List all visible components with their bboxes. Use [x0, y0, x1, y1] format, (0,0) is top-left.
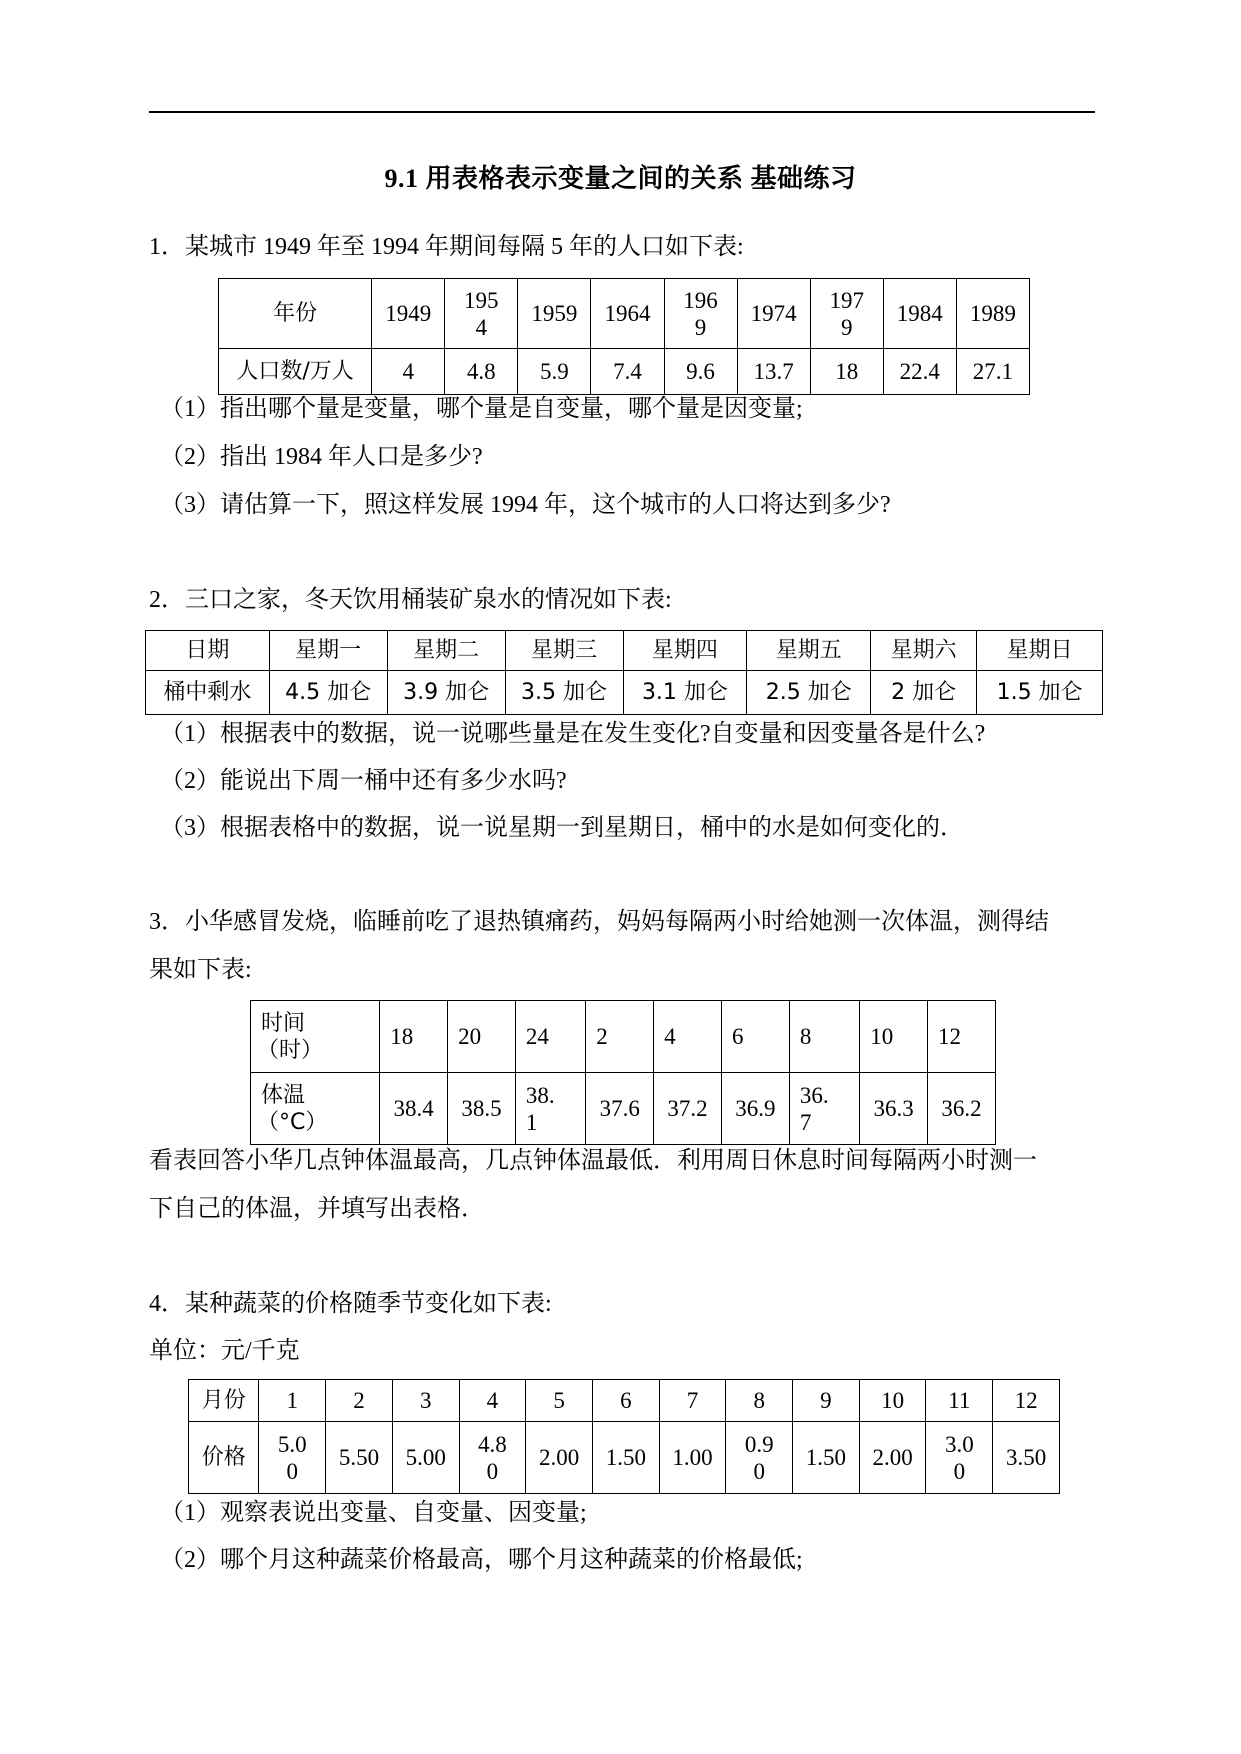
- table-cell: 1974: [737, 279, 810, 349]
- table-cell: 13.7: [737, 349, 810, 395]
- table-cell: 27.1: [956, 349, 1029, 395]
- table-cell: [664, 279, 737, 349]
- table-cell: 6: [592, 1380, 659, 1422]
- q2-day-header: 日期: [146, 631, 270, 671]
- q4-sub2: （2）哪个月这种蔬菜价格最高，哪个月这种蔬菜的价格最低;: [160, 1547, 803, 1573]
- q1-sub2: （2）指出 1984 年人口是多少?: [160, 444, 483, 470]
- q3-stem-line1: 3．小华感冒发烧，临睡前吃了退热镇痛药，妈妈每隔两小时给她测一次体温，测得结: [149, 909, 1049, 935]
- table-cell: [726, 1422, 793, 1494]
- q3-time-header-a: 时间: [261, 1010, 306, 1036]
- page-title: 9.1 用表格表示变量之间的关系 基础练习: [384, 164, 857, 193]
- table-cell: 1.00: [659, 1422, 726, 1494]
- table-cell: 星期二: [387, 631, 505, 671]
- table-cell: [789, 1073, 859, 1145]
- table-cell: 22.4: [883, 349, 956, 395]
- table-cell: 8: [726, 1380, 793, 1422]
- cell-text: 4.80: [478, 1431, 507, 1484]
- q1-stem: 1．某城市 1949 年至 1994 年期间每隔 5 年的人口如下表:: [149, 234, 744, 260]
- q4-month-header: 月份: [189, 1380, 259, 1422]
- q4-stem: 4．某种蔬菜的价格随季节变化如下表:: [149, 1291, 552, 1317]
- table-row: [146, 631, 1103, 671]
- q4-table: [188, 1379, 1060, 1494]
- cell-text: 0.90: [744, 1431, 774, 1484]
- q3-temp-header: [251, 1073, 380, 1145]
- table-cell: 9: [793, 1380, 860, 1422]
- cell-text: 1954: [464, 287, 499, 340]
- table-cell: 37.2: [654, 1073, 722, 1145]
- table-cell: 1949: [372, 279, 445, 349]
- table-cell: [926, 1422, 993, 1494]
- q1-sub3: （3）请估算一下，照这样发展 1994 年，这个城市的人口将达到多少?: [160, 492, 891, 518]
- table-row: [146, 671, 1103, 715]
- table-cell: 4: [372, 349, 445, 395]
- table-row: [219, 279, 1030, 349]
- q1-sub1: （1）指出哪个量是变量，哪个量是自变量，哪个量是因变量;: [160, 396, 803, 422]
- q2-sub3: （3）根据表格中的数据，说一说星期一到星期日，桶中的水是如何变化的．: [160, 815, 964, 841]
- table-cell: 5.00: [392, 1422, 459, 1494]
- table-cell: [810, 279, 883, 349]
- table-row: [251, 1001, 996, 1073]
- q3-temp-header-b: （°C）: [257, 1109, 328, 1135]
- table-cell: [459, 1422, 526, 1494]
- table-cell: 1964: [591, 279, 664, 349]
- table-cell: 18: [810, 349, 883, 395]
- table-cell: 18: [380, 1001, 448, 1073]
- q2-sub2: （2）能说出下周一桶中还有多少水吗?: [160, 768, 567, 794]
- table-cell: 星期日: [977, 631, 1103, 671]
- table-cell: 3.5 加仑: [505, 671, 623, 715]
- table-cell: 38.5: [448, 1073, 516, 1145]
- table-cell: 2.00: [526, 1422, 593, 1494]
- table-cell: 2.5 加仑: [747, 671, 871, 715]
- q3-table: [250, 1000, 996, 1145]
- table-cell: 5.9: [518, 349, 591, 395]
- q4-price-header: 价格: [189, 1422, 259, 1494]
- table-cell: 37.6: [586, 1073, 654, 1145]
- q1-year-header: 年份: [219, 279, 372, 349]
- table-cell: 11: [926, 1380, 993, 1422]
- table-cell: 10: [859, 1380, 926, 1422]
- table-cell: 7.4: [591, 349, 664, 395]
- table-cell: 2 加仑: [871, 671, 977, 715]
- table-row: [219, 349, 1030, 395]
- table-cell: 1984: [883, 279, 956, 349]
- q1-population-header: 人口数/万人: [219, 349, 372, 395]
- table-cell: 星期四: [623, 631, 747, 671]
- table-cell: 2: [586, 1001, 654, 1073]
- table-cell: 36.3: [860, 1073, 928, 1145]
- table-cell: 36.9: [721, 1073, 789, 1145]
- q3-temp-header-a: 体温: [261, 1082, 306, 1108]
- q4-unit: 单位：元/千克: [149, 1338, 300, 1364]
- q3-after-line1: 看表回答小华几点钟体温最高，几点钟体温最低．利用周日休息时间每隔两小时测一: [149, 1148, 1037, 1174]
- table-cell: 4: [459, 1380, 526, 1422]
- cell-text: 5.00: [277, 1431, 307, 1484]
- table-cell: 12: [928, 1001, 996, 1073]
- table-row: [189, 1380, 1060, 1422]
- table-cell: 24: [515, 1001, 585, 1073]
- table-cell: 5.50: [326, 1422, 393, 1494]
- q2-sub1: （1）根据表中的数据，说一说哪些量是在发生变化?自变量和因变量各是什么?: [160, 721, 986, 747]
- table-row: [251, 1073, 996, 1145]
- cell-text: 38.1: [525, 1082, 555, 1135]
- table-cell: 3.1 加仑: [623, 671, 747, 715]
- table-cell: 4: [654, 1001, 722, 1073]
- table-cell: 1: [259, 1380, 326, 1422]
- q3-after-line2: 下自己的体温，并填写出表格．: [149, 1196, 485, 1222]
- header-rule: [149, 111, 1095, 113]
- q1-table: [218, 278, 1030, 395]
- table-cell: 3: [392, 1380, 459, 1422]
- table-cell: 星期一: [269, 631, 387, 671]
- table-cell: 1989: [956, 279, 1029, 349]
- table-cell: 12: [993, 1380, 1060, 1422]
- cell-text: 3.00: [944, 1431, 974, 1484]
- table-cell: 2: [326, 1380, 393, 1422]
- table-cell: 1.5 加仑: [977, 671, 1103, 715]
- table-cell: 6: [721, 1001, 789, 1073]
- table-cell: [259, 1422, 326, 1494]
- table-cell: 9.6: [664, 349, 737, 395]
- table-cell: 星期六: [871, 631, 977, 671]
- table-cell: [445, 279, 518, 349]
- table-cell: 38.4: [380, 1073, 448, 1145]
- table-cell: [515, 1073, 585, 1145]
- table-cell: 星期五: [747, 631, 871, 671]
- table-cell: 2.00: [859, 1422, 926, 1494]
- table-cell: 10: [860, 1001, 928, 1073]
- cell-text: 1969: [683, 287, 718, 340]
- table-cell: 4.8: [445, 349, 518, 395]
- table-cell: 20: [448, 1001, 516, 1073]
- table-cell: 1959: [518, 279, 591, 349]
- table-cell: 1.50: [793, 1422, 860, 1494]
- table-cell: 3.50: [993, 1422, 1060, 1494]
- table-cell: 7: [659, 1380, 726, 1422]
- table-row: [189, 1422, 1060, 1494]
- table-cell: 5: [526, 1380, 593, 1422]
- table-cell: 星期三: [505, 631, 623, 671]
- cell-text: 36.7: [799, 1082, 829, 1135]
- table-cell: 3.9 加仑: [387, 671, 505, 715]
- q2-remaining-header: 桶中剩水: [146, 671, 270, 715]
- table-cell: 8: [789, 1001, 859, 1073]
- cell-text: 1979: [829, 287, 864, 340]
- q3-stem-line2: 果如下表:: [149, 957, 252, 983]
- table-cell: 4.5 加仑: [269, 671, 387, 715]
- table-cell: 1.50: [592, 1422, 659, 1494]
- q3-time-header-b: （时）: [257, 1037, 324, 1063]
- q3-time-header: [251, 1001, 380, 1073]
- q2-table: [145, 630, 1103, 715]
- q2-stem: 2．三口之家，冬天饮用桶装矿泉水的情况如下表:: [149, 587, 672, 613]
- table-cell: 36.2: [928, 1073, 996, 1145]
- q4-sub1: （1）观察表说出变量、自变量、因变量;: [160, 1500, 587, 1526]
